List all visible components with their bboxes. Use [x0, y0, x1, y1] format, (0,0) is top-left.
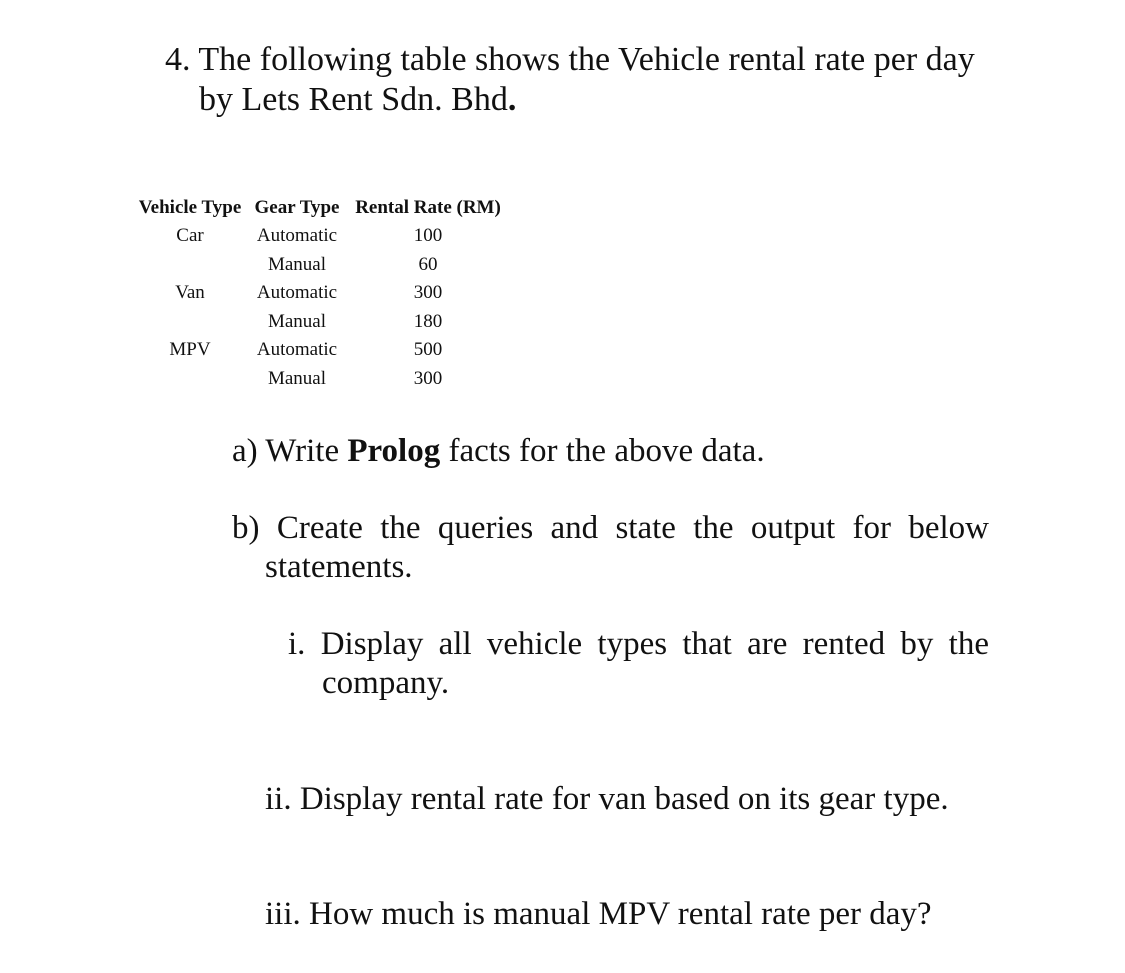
part-a-suffix: facts for the above data.: [440, 433, 765, 469]
table-row: [132, 336, 510, 365]
cell-rental-rate: 300: [413, 282, 443, 304]
cell-gear-type: Automatic: [256, 225, 338, 247]
part-b-word: state: [615, 510, 676, 546]
question-line-1: 4. The following table shows the Vehicle rental rate per day: [165, 41, 975, 78]
table-header-row: [132, 194, 510, 222]
cell-vehicle-type: [132, 365, 248, 394]
part-b-line-2: statements.: [265, 549, 413, 585]
part-a: [232, 432, 765, 471]
cell-rental-rate: 500: [413, 339, 443, 361]
part-b-word: output: [750, 510, 836, 546]
cell-rental-rate: 300: [413, 367, 443, 389]
table-row: [132, 365, 510, 394]
part-b-word: the: [380, 510, 421, 546]
header-rental-rate: Rental Rate (RM): [355, 197, 501, 218]
part-i-word: the: [948, 626, 989, 662]
cell-rental-rate: 60: [418, 253, 438, 275]
cell-rental-rate: 180: [413, 310, 443, 332]
header-vehicle-type: Vehicle Type: [138, 197, 242, 218]
part-i-word: vehicle: [486, 626, 583, 662]
part-i-line-2: company.: [322, 665, 450, 701]
part-iii: iii. How much is manual MPV rental rate per day?: [265, 896, 932, 932]
part-ii: ii. Display rental rate for van based on its gear type.: [265, 781, 949, 817]
part-a-bold: Prolog: [347, 433, 441, 469]
part-b-word: for: [852, 510, 892, 546]
part-b-line-1: [232, 509, 989, 548]
cell-vehicle-type: Van: [175, 282, 205, 304]
table-row: [132, 251, 510, 280]
part-i-word: by: [900, 626, 934, 662]
part-b-word: b): [232, 510, 260, 546]
rental-rate-table: [132, 194, 510, 393]
cell-gear-type: Manual: [267, 310, 327, 332]
cell-gear-type: Automatic: [256, 339, 338, 361]
part-i-line-1: [288, 625, 989, 664]
part-b-word: below: [908, 510, 989, 546]
part-b-word: and: [550, 510, 599, 546]
part-a-prefix: a) Write: [232, 433, 348, 469]
question-line-2-period: .: [507, 81, 517, 118]
header-gear-type: Gear Type: [254, 197, 340, 218]
cell-vehicle-type: Car: [176, 225, 204, 247]
part-i-word: i.: [288, 626, 306, 662]
cell-vehicle-type: [132, 251, 248, 280]
part-i-word: rented: [802, 626, 886, 662]
table-row: [132, 222, 510, 251]
part-i-word: types: [597, 626, 668, 662]
question-line-2: [199, 80, 516, 120]
part-b-word: the: [693, 510, 734, 546]
cell-gear-type: Manual: [267, 367, 327, 389]
part-i-word: Display: [320, 626, 424, 662]
cell-gear-type: Manual: [267, 253, 327, 275]
part-i-word: all: [438, 626, 472, 662]
cell-gear-type: Automatic: [256, 282, 338, 304]
cell-vehicle-type: MPV: [169, 339, 211, 361]
part-b-word: Create: [276, 510, 363, 546]
cell-rental-rate: 100: [413, 225, 443, 247]
cell-vehicle-type: [132, 308, 248, 337]
table-row: [132, 279, 510, 308]
part-i-word: are: [747, 626, 788, 662]
table-row: [132, 308, 510, 337]
question-line-2-text: by Lets Rent Sdn. Bhd: [199, 81, 508, 118]
part-i-word: that: [682, 626, 732, 662]
part-b-word: queries: [437, 510, 534, 546]
